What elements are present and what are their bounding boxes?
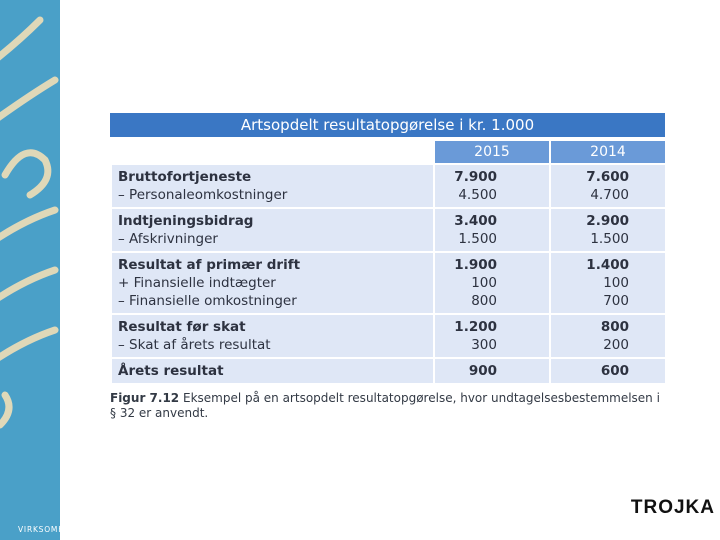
publisher-logo: TROJKA <box>630 497 715 518</box>
header-blank-cell <box>111 140 434 164</box>
footer-book-title: VIRKSOMHEDSØKONOMI B, 3. UDGAVE <box>18 525 189 534</box>
table-header-row <box>111 140 666 164</box>
line-value: 1.200 <box>454 319 497 335</box>
value-2014-cell <box>550 208 666 252</box>
caption-text: Eksempel på en artsopdelt resultatopgørelse, hvor undtagelsesbestemmelsen i § 32 er anvendt. <box>110 391 660 420</box>
column-header-2015: 2015 <box>434 140 550 164</box>
line-value: 4.500 <box>458 187 497 203</box>
line-value: 7.600 <box>586 169 629 185</box>
row-label-cell <box>111 314 434 358</box>
line-value: 600 <box>600 363 629 379</box>
value-2014-cell <box>550 358 666 384</box>
line-value: 1.500 <box>458 231 497 247</box>
line-value: 800 <box>600 319 629 335</box>
line-label: Resultat før skat <box>118 319 246 335</box>
line-value: 300 <box>471 337 497 353</box>
value-2015-cell <box>434 314 550 358</box>
figure-caption <box>110 391 665 421</box>
income-statement-table <box>110 139 667 385</box>
line-label: – Finansielle omkostninger <box>118 293 297 309</box>
table-row <box>111 252 666 314</box>
row-label-cell <box>111 358 434 384</box>
table-row <box>111 314 666 358</box>
caption-label: Figur 7.12 <box>110 391 180 405</box>
line-value: 700 <box>603 293 629 309</box>
table-row <box>111 164 666 208</box>
value-2014-cell <box>550 164 666 208</box>
line-value: 900 <box>468 363 497 379</box>
value-2015-cell <box>434 358 550 384</box>
row-label-cell <box>111 164 434 208</box>
line-value: 200 <box>603 337 629 353</box>
table-title: Artsopdelt resultatopgørelse i kr. 1.000 <box>110 113 665 137</box>
line-label: Indtjeningsbidrag <box>118 213 254 229</box>
line-value: 100 <box>471 275 497 291</box>
line-value: 1.400 <box>586 257 629 273</box>
line-value: 1.900 <box>454 257 497 273</box>
line-value: 3.400 <box>454 213 497 229</box>
line-value: 800 <box>471 293 497 309</box>
value-2015-cell <box>434 208 550 252</box>
figure <box>110 113 665 421</box>
line-label: – Afskrivninger <box>118 231 218 247</box>
value-2014-cell <box>550 252 666 314</box>
value-2014-cell <box>550 314 666 358</box>
line-value: 7.900 <box>454 169 497 185</box>
value-2015-cell <box>434 252 550 314</box>
line-value: 4.700 <box>590 187 629 203</box>
line-value: 100 <box>603 275 629 291</box>
line-label: + Finansielle indtægter <box>118 275 276 291</box>
line-label: – Skat af årets resultat <box>118 337 271 353</box>
line-value: 2.900 <box>586 213 629 229</box>
line-value: 1.500 <box>590 231 629 247</box>
row-label-cell <box>111 208 434 252</box>
column-header-2014: 2014 <box>550 140 666 164</box>
value-2015-cell <box>434 164 550 208</box>
line-label: – Personaleomkostninger <box>118 187 288 203</box>
line-label: Bruttofortjeneste <box>118 169 252 185</box>
table-row <box>111 358 666 384</box>
line-label: Årets resultat <box>118 363 224 379</box>
sidebar-pattern-graphic <box>0 0 60 540</box>
line-label: Resultat af primær drift <box>118 257 301 273</box>
table-row <box>111 208 666 252</box>
row-label-cell <box>111 252 434 314</box>
